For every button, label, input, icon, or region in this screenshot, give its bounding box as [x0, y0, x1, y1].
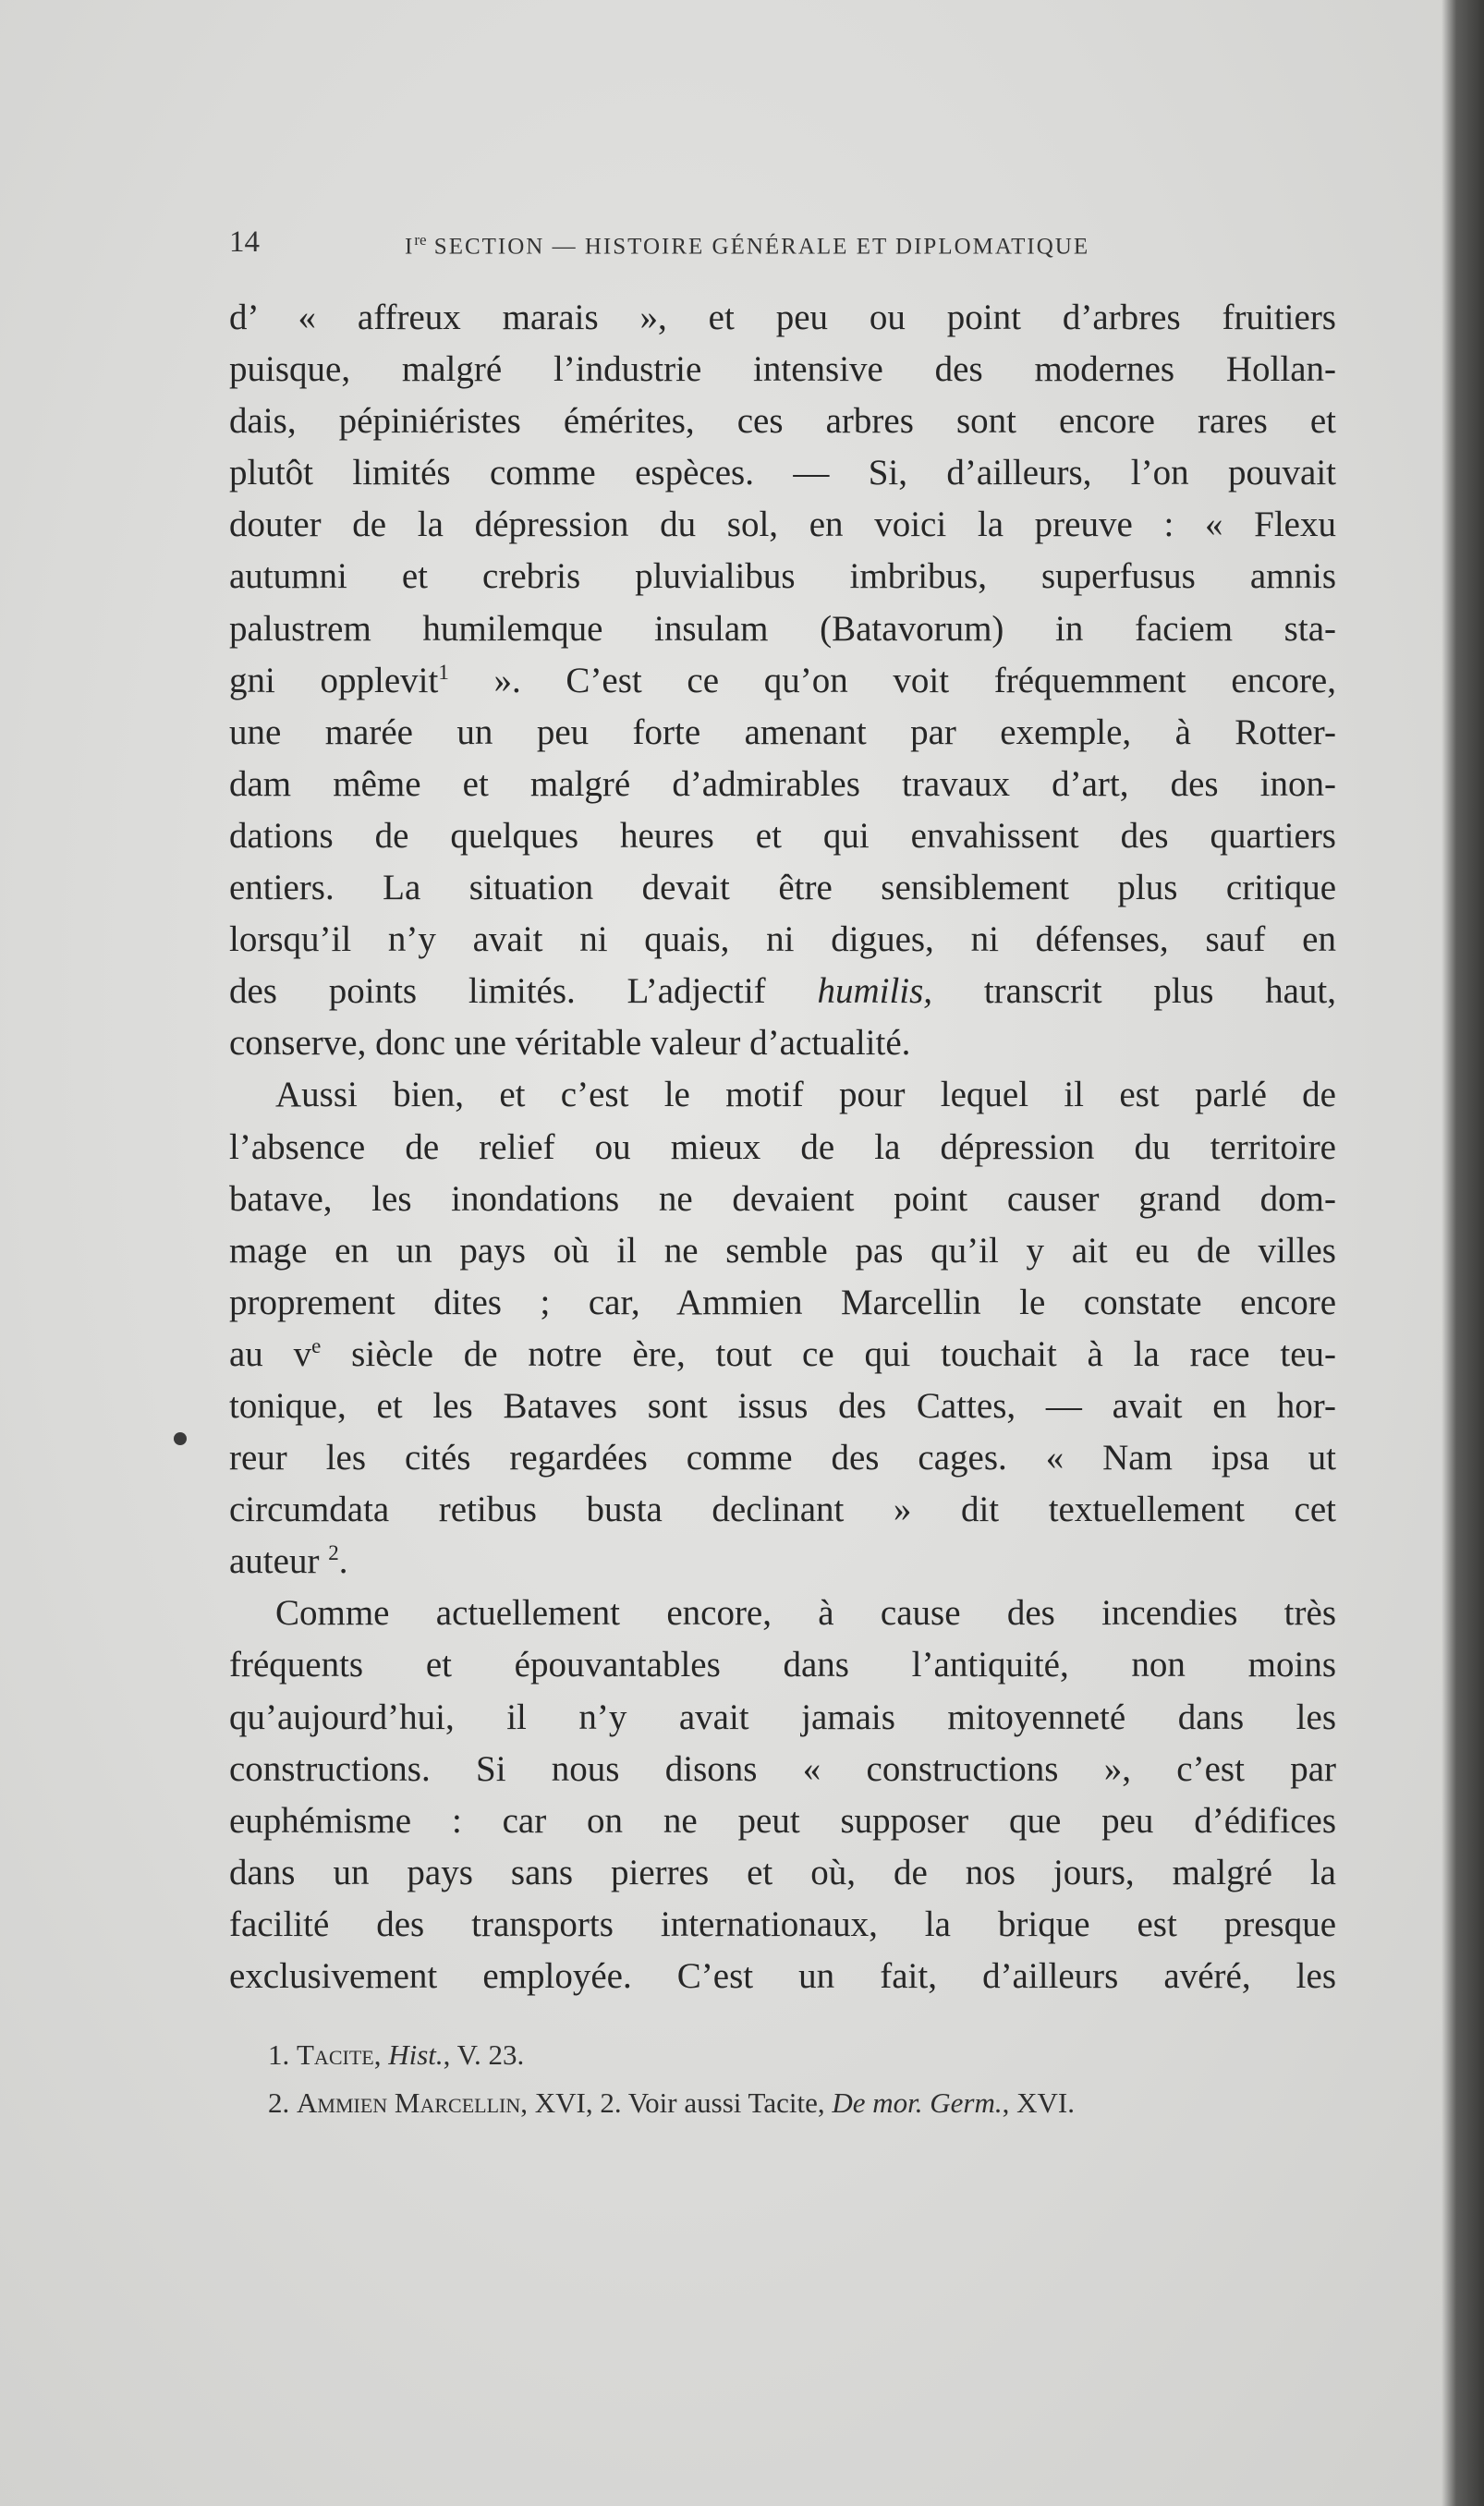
section-ordinal: I — [405, 234, 415, 260]
section-title — [405, 231, 1089, 260]
line-start: au v — [229, 1333, 312, 1374]
text-line: circumdata retibus busta declinant » dit textuellement cet — [229, 1490, 1336, 1530]
text-line: euphémisme : car on ne peut supposer que peu d’édifices — [229, 1800, 1336, 1841]
footnote-2 — [268, 2079, 1321, 2127]
text-line: Comme actuellement encore, à cause des incendies très — [275, 1593, 1336, 1634]
footnote-1 — [268, 2031, 1321, 2079]
footnote-author: Ammien Marcellin, — [297, 2086, 528, 2119]
text-line: qu’aujourd’hui, il n’y avait jamais mitoyenneté dans les — [229, 1697, 1336, 1737]
page-edge-shadow — [1441, 0, 1484, 2506]
text-line: reur les cités regardées comme des cages. « Nam ipsa ut — [229, 1438, 1336, 1478]
text-line: lorsqu’il n’y avait ni quais, ni digues, ni défenses, sauf en — [229, 919, 1336, 960]
footnote-work: Hist. — [388, 2038, 444, 2071]
body-text — [229, 292, 1336, 2002]
text-line: plutôt limités comme espèces. — Si, d’ailleurs, l’on pouvait — [229, 453, 1336, 493]
footnote-work: De mor. Germ. — [832, 2086, 1003, 2119]
footnote-tail: , XVI. — [1002, 2086, 1075, 2119]
line-start: auteur — [229, 1541, 320, 1582]
footnote-number: 2. — [268, 2086, 290, 2119]
text-line: dans un pays sans pierres et où, de nos jours, malgré la — [229, 1852, 1336, 1892]
footnote-ref: , V. 23. — [443, 2038, 525, 2071]
footnote-ref-2: 2 — [328, 1541, 339, 1565]
ink-speck — [174, 1432, 187, 1445]
text-line — [229, 1329, 1336, 1381]
footnotes — [268, 2031, 1321, 2127]
text-line: d’ « affreux marais », et peu ou point d’arbres fruitiers — [229, 298, 1336, 337]
text-line: l’absence de relief ou mieux de la dépression du territoire — [229, 1126, 1336, 1167]
text-line: constructions. Si nous disons « constructions », c’est par — [229, 1748, 1336, 1789]
footnote-ref-1: 1 — [438, 660, 449, 684]
text-line: palustrem humilemque insulam (Batavorum) in faciem sta- — [229, 608, 1336, 649]
text-line: entiers. La situation devait être sensiblement plus critique — [229, 868, 1336, 908]
text-line: dam même et malgré d’admirables travaux d’art, des inon- — [229, 763, 1336, 804]
text-line: fréquents et épouvantables dans l’antiquité, non moins — [229, 1645, 1336, 1685]
running-head — [229, 227, 1162, 264]
text-line: tonique, et les Bataves sont issus des Cattes, — avait en hor- — [229, 1385, 1336, 1426]
line-start: gni opplevit — [229, 660, 439, 700]
text-line: conserve, donc une véritable valeur d’actualité. — [229, 1023, 911, 1064]
italic-term: humilis, — [817, 971, 933, 1012]
footnote-text: XVI, 2. Voir aussi Tacite, — [528, 2086, 833, 2119]
text-line: proprement dites ; car, Ammien Marcellin le constate encore — [229, 1282, 1336, 1322]
footnote-number: 1. — [268, 2038, 290, 2071]
text-line: une marée un peu forte amenant par exemple, à Rotter- — [229, 712, 1336, 752]
century-sup: e — [311, 1333, 322, 1357]
line-tail: transcrit plus haut, — [932, 971, 1337, 1012]
text-line: mage en un pays où il ne semble pas qu’il y ait eu de villes — [229, 1230, 1336, 1271]
line-tail: ». C’est ce qu’on voit fréquemment encore, — [448, 660, 1336, 700]
section-title-text: SECTION — HISTOIRE GÉNÉRALE ET DIPLOMATIQUE — [426, 234, 1090, 260]
text-line: puisque, malgré l’industrie intensive des modernes Hollan- — [229, 349, 1336, 390]
text-line — [229, 1536, 1336, 1588]
text-line: dais, pépiniéristes émérites, ces arbres sont encore rares et — [229, 401, 1336, 442]
text-line: douter de la dépression du sol, en voici la preuve : « Flexu — [229, 505, 1336, 545]
page-number: 14 — [229, 225, 260, 259]
line-tail: . — [338, 1541, 348, 1582]
footnote-author: Tacite, — [297, 2038, 382, 2071]
line-start: des points limités. L’adjectif — [229, 971, 766, 1012]
text-line — [229, 966, 1336, 1017]
text-line: Aussi bien, et c’est le motif pour lequel il est parlé de — [275, 1075, 1336, 1115]
text-line — [229, 655, 1336, 707]
section-ordinal-sup: re — [414, 231, 427, 249]
text-line: autumni et crebris pluvialibus imbribus, superfusus amnis — [229, 556, 1336, 597]
line-tail: siècle de notre ère, tout ce qui touchait à la race teu- — [321, 1333, 1337, 1374]
text-line: dations de quelques heures et qui envahissent des quartiers — [229, 815, 1336, 856]
text-line: exclusivement employée. C’est un fait, d’ailleurs avéré, les — [229, 1956, 1336, 1996]
text-line: batave, les inondations ne devaient point causer grand dom- — [229, 1178, 1336, 1219]
text-line: facilité des transports internationaux, la brique est presque — [229, 1904, 1336, 1944]
